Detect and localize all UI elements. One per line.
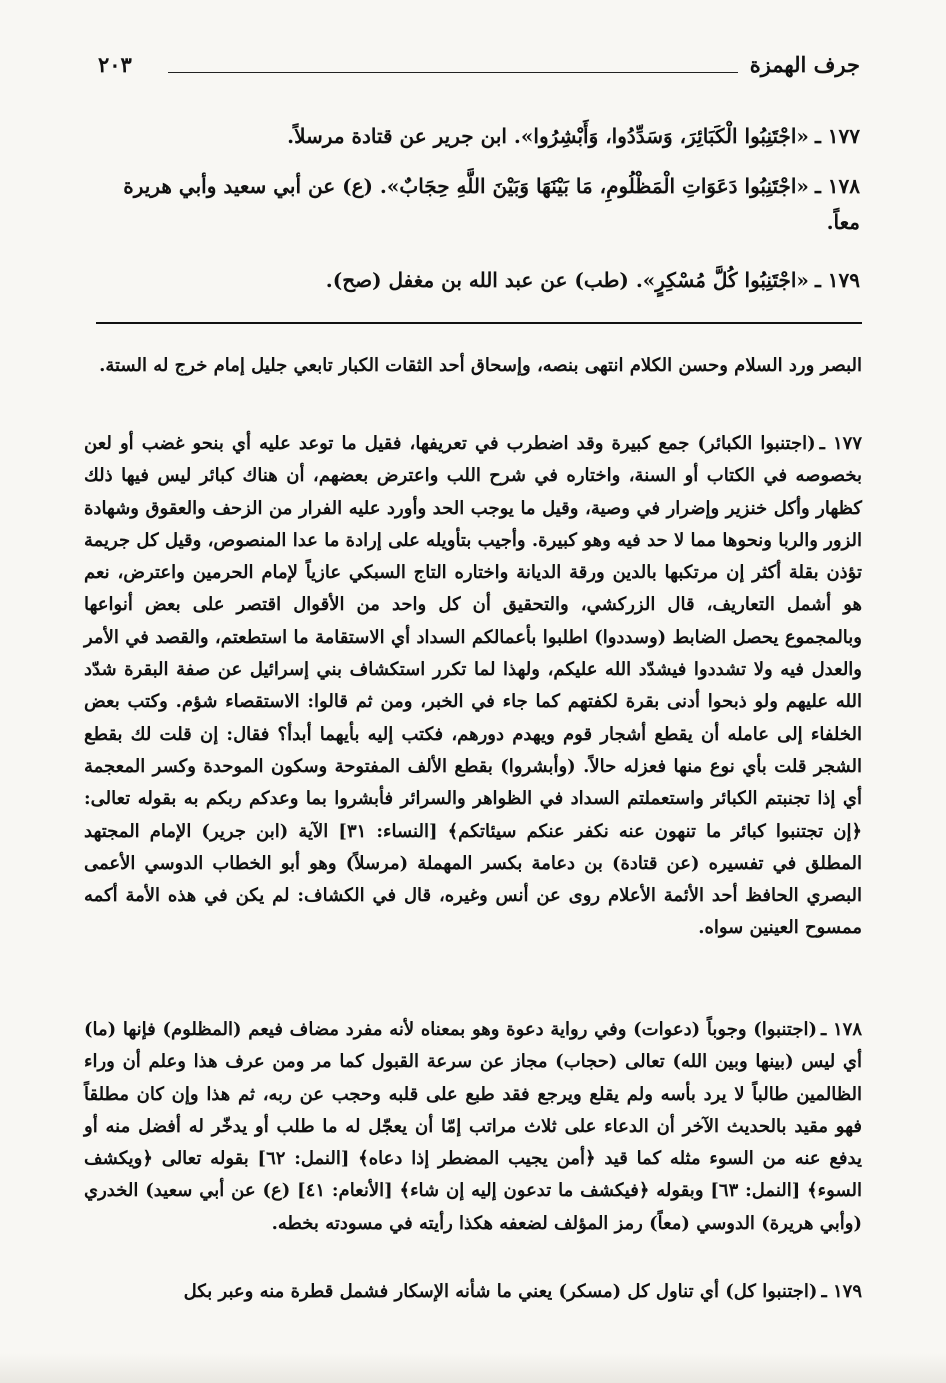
commentary-number: ١٧٧ ـ xyxy=(819,433,862,454)
section-separator xyxy=(96,322,862,324)
hadith-text: «اجْتَنِبُوا كُلَّ مُسْكِرٍ». (طب) عن عبد الله بن مغفل (صح). xyxy=(325,268,809,292)
commentary-text: (اجتنبوا كل) أي تناول كل (مسكر) يعني ما شأنه الإسكار فشمل قطرة منه وعبر بكل xyxy=(183,1281,818,1302)
hadith-number: ١٧٩ ـ xyxy=(814,268,860,292)
hadith-text: «اجْتَنِبُوا الْكَبَائِرَ، وَسَدِّدُوا، وَأَبْشِرُوا». ابن جرير عن قتادة مرسلاً. xyxy=(287,124,809,148)
hadith-text: «اجْتَنِبُوا دَعَوَاتِ الْمَظْلُومِ، مَا بَيْنَهَا وَبَيْنَ اللَّهِ حِجَابٌ». (ع) عن أبي سعيد وأبي هريرة معاً. xyxy=(123,174,860,234)
commentary-continuation xyxy=(84,350,862,382)
commentary-177 xyxy=(84,428,862,945)
hadith-number: ١٧٨ ـ xyxy=(814,174,860,198)
scan-bottom-edge xyxy=(0,1353,946,1383)
header-rule xyxy=(168,72,738,73)
commentary-text: (اجتنبوا) وجوباً (دعوات) وفي رواية دعوة وهو بمعناه لأنه مفرد مضاف فيعم (المظلوم) فإنها (ما) أي ليس (بينها وبين الله) تعالى (حجاب) مجاز عن سرعة القبول كما مر ومن عرف هذا وعلم أن وراء الظالمين طالباً لا يرد بأسه ولم يقلع ويرجع فقد طبع على قلبه وحجب عن ربه، ثم هذا وإن كان مطلقاً فهو مقيد بالحديث الآخر أن الدعاء على ثلاث مراتب إمّا أن يعجّل له ما طلب أو يدخّر له أفضل منه أو يدفع عنه من السوء مثله كما قيد ﴿أمن يجيب المضطر إذا دعاه﴾ [النمل: ٦٢] بقوله تعالى ﴿ويكشف السوء﴾ [النمل: ٦٣] وبقوله ﴿فيكشف ما تدعون إليه إن شاء﴾ [الأنعام: ٤١] (ع) عن أبي سعيد) الخدري (وأبي هريرة) الدوسي (معاً) رمز المؤلف لضعفه هكذا رأيته في مسودته بخطه. xyxy=(84,1019,862,1234)
chapter-title: جرف الهمزة xyxy=(749,52,860,77)
commentary-179 xyxy=(84,1276,862,1308)
hadith-178 xyxy=(84,168,860,240)
page-number: ٢٠٣ xyxy=(98,52,132,77)
hadith-179 xyxy=(84,262,860,298)
page-header xyxy=(98,52,860,88)
hadith-number: ١٧٧ ـ xyxy=(814,124,860,148)
hadith-177 xyxy=(84,118,860,154)
commentary-number: ١٧٨ ـ xyxy=(820,1019,862,1040)
commentary-178 xyxy=(84,1014,862,1240)
commentary-text: البصر ورد السلام وحسن الكلام انتهى بنصه، وإسحاق أحد الثقات الكبار تابعي جليل إمام خرج له الستة. xyxy=(99,355,862,376)
commentary-text: (اجتنبوا الكبائر) جمع كبيرة وقد اضطرب في تعريفها، فقيل ما توعد عليه أي بنحو غضب أو لعن بخصوصه في الكتاب أو السنة، واختاره في شرح اللب واعترض بعضهم، أن هناك كبائر ليس فيها ذلك كظهار وأكل خنزير وإضرار في وصية، وقيل ما يوجب الحد وأورد عليه الفرار من الزحف والعقوق وشهادة الزور والربا ونحوها مما لا حد فيه وهو كبيرة. وأجيب بتأويله على إرادة ما عدا المنصوص، وقيل كل جريمة تؤذن بقلة أكثر إن مرتكبها بالدين ورقة الديانة واختاره التاج السبكي عازياً لإمام الحرمين واعترض، نعم هو أشمل التعاريف، قال الزركشي، والتحقيق أن كل واحد من الأقوال اقتصر على بعض أنواعها وبالمجموع يحصل الضابط (وسددوا) اطلبوا بأعمالكم السداد أي الاستقامة ما استطعتم، والقصد في الأمر والعدل فيه ولا تشددوا فيشدّد الله عليكم، ولهذا لما تكرر استكشاف بني إسرائيل عن صفة البقرة شدّد الله عليهم ولو ذبحوا أدنى بقرة لكفتهم كما جاء في الخبر، ومن ثم قالوا: الاستقصاء شؤم. وكتب بعض الخلفاء إلى عامله أن يقطع أشجار قوم ويهدم دورهم، فكتب إليه بأيهما أبدأ؟ فقال: إن قلت لك بقطع الشجر قلت بأي نوع منها فعزله حالاً. (وأبشروا) بقطع الألف المفتوحة وسكون الموحدة وكسر المعجمة أي إذا تجنبتم الكبائر واستعملتم السداد في الظواهر والسرائر فأبشروا بما وعدكم ربكم به بقوله تعالى: ﴿إن تجتنبوا كبائر ما تنهون عنه نكفر عنكم سيئاتكم﴾ [النساء: ٣١] الآية (ابن جرير) الإمام المجتهد المطلق في تفسيره (عن قتادة) بن دعامة بكسر المهملة (مرسلاً) وهو أبو الخطاب الدوسي الأعمى البصري الحافظ أحد الأئمة الأعلام روى عن أنس وغيره، قال في الكشاف: لم يكن في هذه الأمة أكمه ممسوح العينين سواه. xyxy=(84,433,863,939)
commentary-number: ١٧٩ ـ xyxy=(821,1281,862,1302)
